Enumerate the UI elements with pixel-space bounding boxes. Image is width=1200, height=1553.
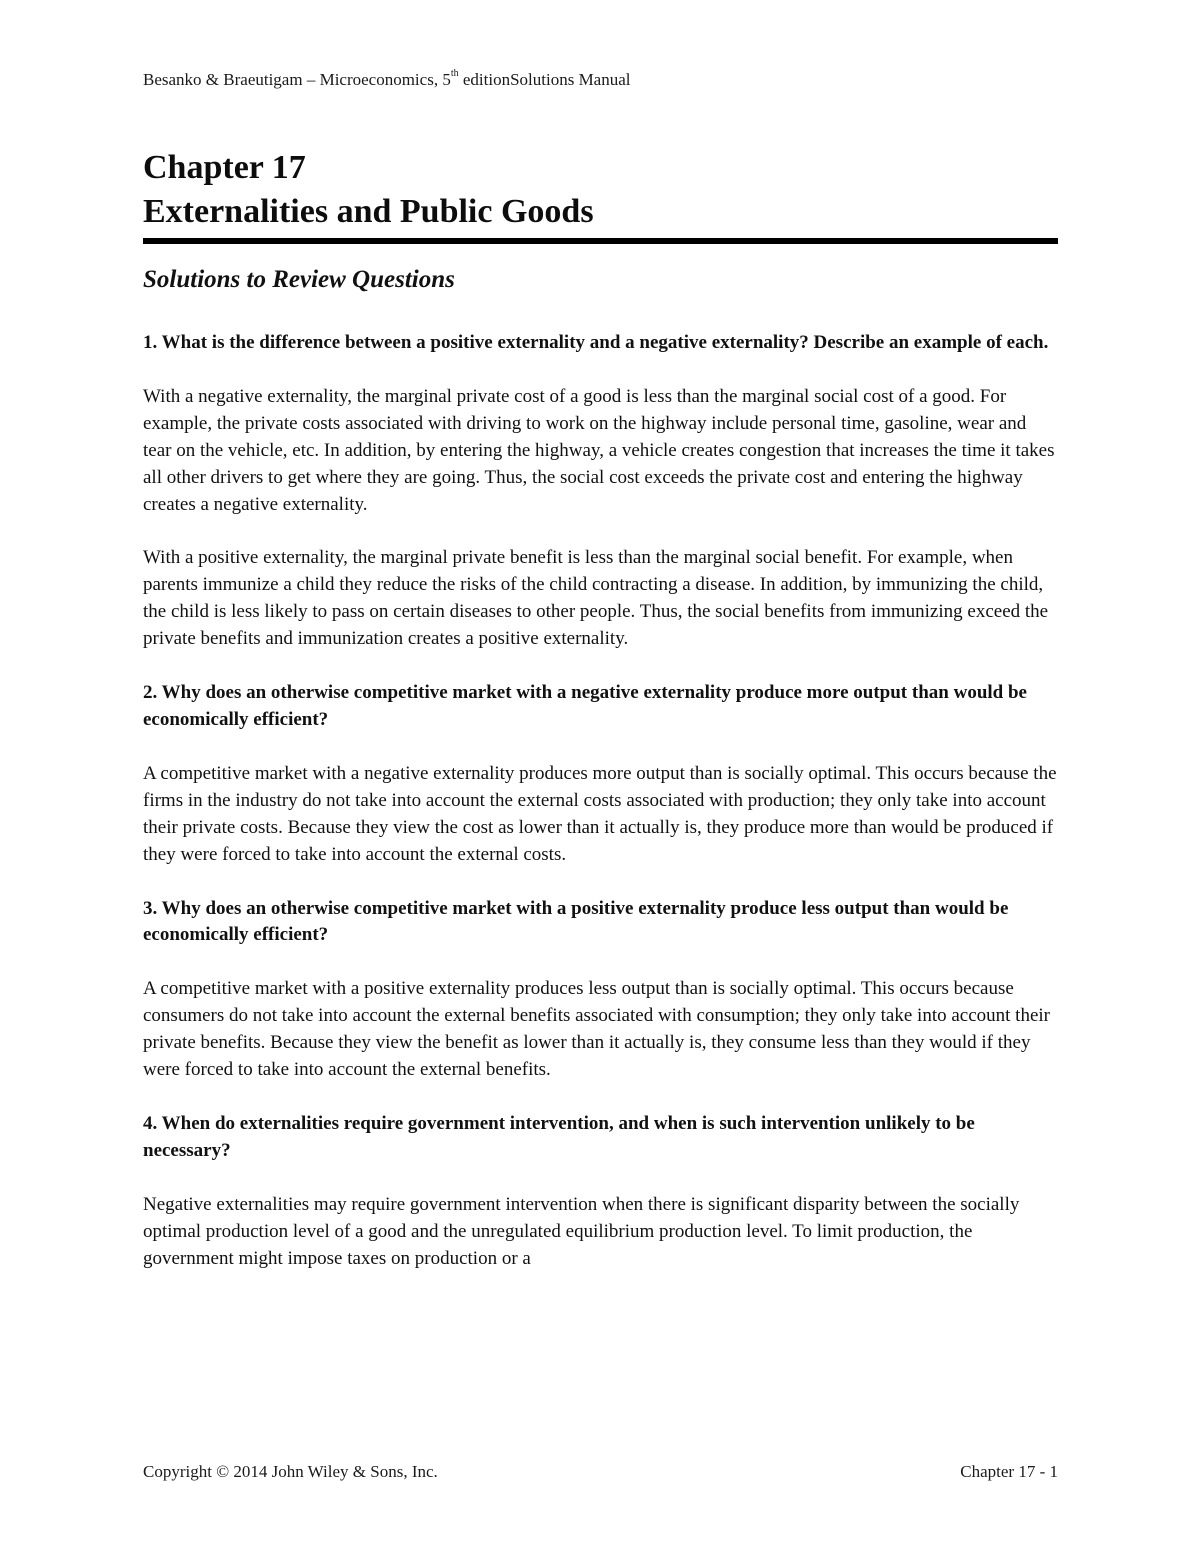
running-header [143,70,631,90]
chapter-title: Externalities and Public Goods [143,193,594,230]
answer-paragraph: With a negative externality, the marginal private cost of a good is less than the marginal social cost of a good. For example, the private costs associated with driving to work on the highway include personal time, gasoline, wear and tear on the vehicle, etc. In addition, by entering the highway, a vehicle creates congestion that increases the time it takes all other drivers to get where they are going. Thus, the social cost exceeds the private cost and entering the highway creates a negative externality. [143,385,1055,515]
copyright-text: Copyright © 2014 John Wiley & Sons, Inc. [143,1462,438,1481]
question-text: 3. Why does an otherwise competitive market with a positive externality produce less output than would be economically efficient? [143,897,1009,946]
question-text: 4. When do externalities require government intervention, and when is such intervention unlikely to be necessary? [143,1112,975,1161]
section-heading: Solutions to Review Questions [143,266,455,293]
running-header-superscript: th [450,68,459,79]
answer-paragraph: Negative externalities may require government intervention when there is significant disparity between the socially optimal production level of a good and the unregulated equilibrium production level. To limit production, the government might impose taxes on production or a [143,1193,1020,1269]
question-block [143,896,1058,1084]
chapter-title-block [143,146,1058,244]
running-header-prefix: Besanko & Braeutigam – Microeconomics, 5 [143,70,451,89]
question-block [143,1111,1058,1273]
answer-paragraph: A competitive market with a negative externality produces more output than is socially optimal. This occurs because the firms in the industry do not take into account the external costs associated with production; they only take into account their private costs. Because they view the cost as lower than it actually is, they produce more than would be produced if they were forced to take into account the external costs. [143,762,1057,865]
question-block [143,680,1058,868]
title-rule [143,238,1058,244]
chapter-number: Chapter 17 [143,149,306,186]
page-footer [143,1462,1058,1482]
answer-paragraph: A competitive market with a positive externality produces less output than is socially optimal. This occurs because consumers do not take into account the external benefits associated with consumption; they only take into account their private benefits. Because they view the benefit as lower than it actually is, they consume less than they would if they were forced to take into account the external benefits. [143,978,1050,1081]
page-number: Chapter 17 - 1 [960,1462,1058,1481]
question-text: 1. What is the difference between a positive externality and a negative externality? Describe an example of each. [143,332,1049,353]
content-body [143,330,1058,1299]
question-text: 2. Why does an otherwise competitive market with a negative externality produce more output than would be economically efficient? [143,682,1027,730]
running-header-suffix: editionSolutions Manual [458,70,631,89]
answer-paragraph: With a positive externality, the marginal private benefit is less than the marginal social benefit. For example, when parents immunize a child they reduce the risks of the child contracting a disease. In addition, by immunizing the child, the child is less likely to pass on certain diseases to other people. Thus, the social benefits from immunizing exceed the private benefits and immunization creates a positive externality. [143,547,1049,650]
question-block [143,330,1058,653]
